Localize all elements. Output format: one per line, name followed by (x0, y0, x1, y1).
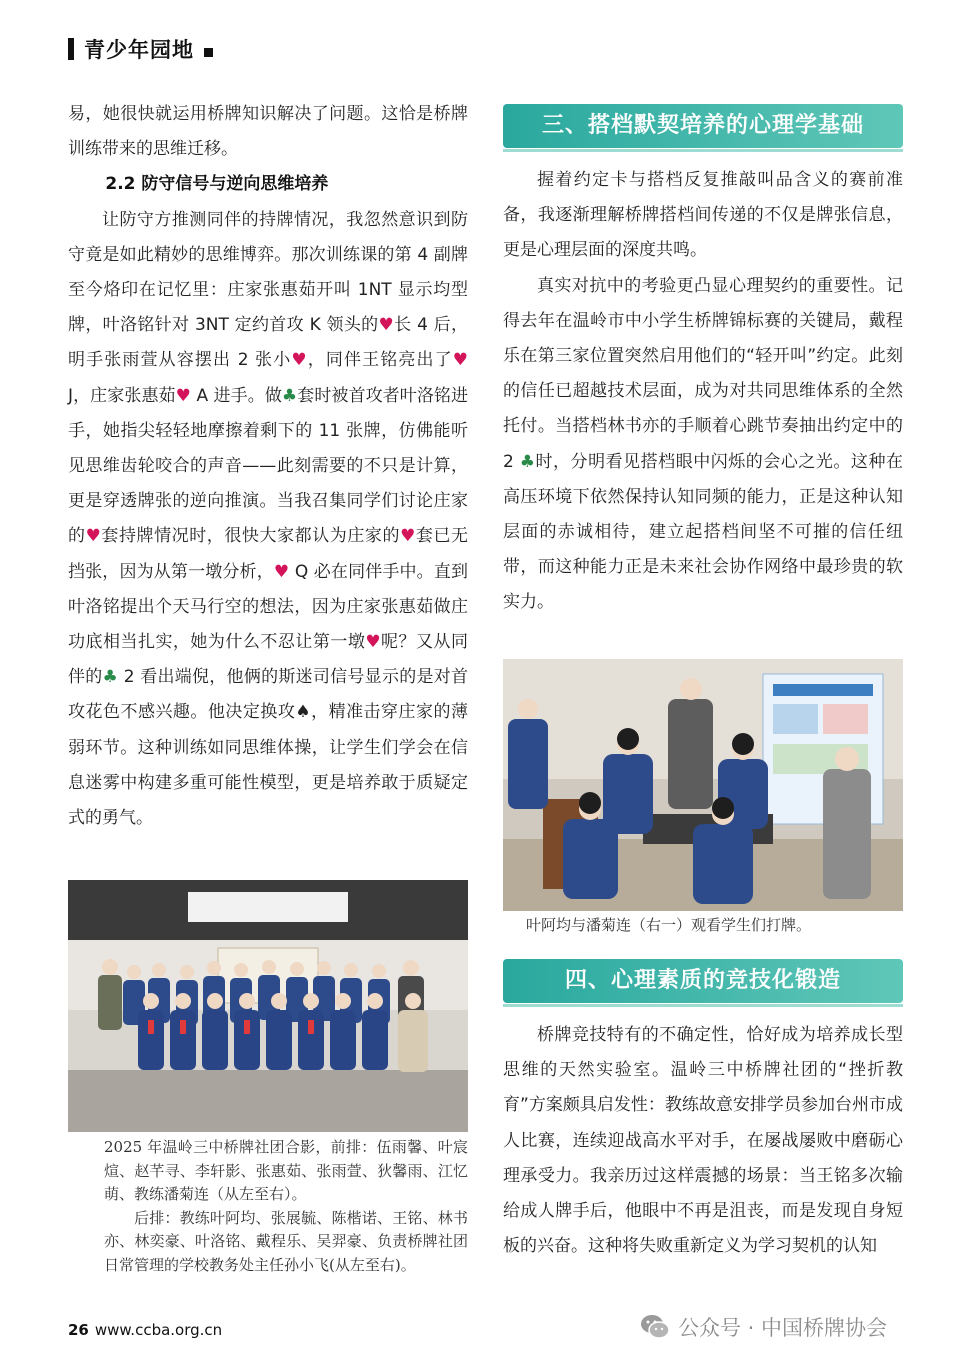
coaches-photo-caption: 叶阿均与潘菊连（右一）观看学生们打牌。 (526, 916, 812, 934)
section-3-text (503, 163, 903, 621)
text-run: 套时被首攻者叶洛铭进手，她指尖轻轻地摩擦着剩下的 11 张牌，仿佛能听见思维齿轮咬合的声音——此刻需要的不只是计算，更是穿透牌张的逆向推演。当我召集同学们讨论庄家的 (68, 385, 469, 547)
heart-suit-symbol: ♥ (365, 632, 382, 653)
text-run: ，精准击穿庄家的薄弱环节。这种训练如同思维体操，让学生们学会在信息迷雾中构建多重可能性模型，更是培养敢于质疑定式的勇气。 (68, 702, 469, 829)
column-title: 青少年园地 (84, 38, 194, 62)
paragraph-trust-part1: 真实对抗中的考验更凸显心理契约的重要性。记得去年在温岭市中小学生桥牌锦标赛的关键局，戴程乐在第三家位置突然启用他们的“轻开叫”约定。此刻的信任已超越技术层面，成为对共同思维体系的全然托付。当搭档林书亦的手顺着心跳节奏抽出约定中的 2 (503, 275, 903, 472)
heart-suit-symbol: ♥ (273, 561, 290, 582)
watermark-text: 公众号 · 中国桥牌协会 (678, 1316, 888, 1340)
heart-suit-symbol: ♥ (452, 350, 468, 371)
club-suit-symbol: ♣ (102, 667, 119, 688)
text-run: 2 看出端倪，他俩的斯迷司信号显示的是对首攻花色不感兴趣。他决定换攻 (68, 667, 469, 723)
page-number: 26 (68, 1321, 89, 1339)
paragraph-competition: 桥牌竞技特有的不确定性，恰好成为培养成长型思维的天然实验室。温岭三中桥牌社团的“挫折教育”方案颇具启发性：教练故意安排学员参加台州市成人比赛，连续迎战高水平对手，在屡战屡败中磨砺心理承受力。我亲历过这样震撼的场景：当王铭多次输给成人牌手后，他眼中不再是沮丧，而是发现自身短板的兴奋。这种将失败重新定义为学习契机的认知 (503, 1025, 903, 1257)
heart-suit-symbol: ♥ (378, 315, 395, 336)
website-url: www.ccba.org.cn (94, 1321, 223, 1339)
wechat-icon (640, 1314, 670, 1340)
heart-suit-symbol: ♥ (291, 350, 308, 371)
coaches-watching-photo (503, 659, 903, 911)
header-square-mark (204, 48, 213, 57)
text-run: Q 必在同伴手中。直到叶洛铭提出个天马行空的想法，因为庄家张惠茹做庄功底相当扎实，她为什么不忍让第一墩 (68, 561, 468, 653)
paragraph-intro: 易，她很快就运用桥牌知识解决了问题。这恰是桥牌训练带来的思维迁移。 (68, 104, 468, 160)
left-column (68, 97, 468, 836)
text-run: ，同伴王铭亮出了 (307, 350, 453, 371)
paragraph-defense (68, 203, 468, 837)
group-photo (68, 880, 468, 1132)
text-run: 套持牌情况时，很快大家都认为庄家的 (101, 526, 401, 547)
caption-back-row: 后排：教练叶阿均、张展毓、陈楷诺、王铭、林书亦、林奕豪、叶洛铭、戴程乐、吴羿豪、负责桥牌社团日常管理的学校教务处主任孙小飞(从左至右)。 (104, 1208, 468, 1274)
section-heading-4: 四、心理素质的竞技化锻造 (503, 959, 903, 1003)
section-4-text (503, 1018, 903, 1264)
club-suit-symbol: ♣ (281, 385, 298, 406)
text-run: 长 4 后，明手张雨萱从容摆出 2 张小 (68, 315, 469, 371)
text-run: 让防守方推测同伴的持牌情况，我忽然意识到防守竟是如此精妙的思维博弈。那次训练课的第 4 副牌至今烙印在记忆里：庄家张惠茹开叫 1NT 显示均型牌，叶洛铭针对 3NT 定约首攻 K 领头的 (68, 209, 468, 336)
text-run: A 进手。做 (190, 385, 282, 406)
text-run: J，庄家张惠茹 (68, 385, 176, 406)
club-suit-symbol: ♣ (519, 451, 536, 472)
caption-front-row: 2025 年温岭三中桥牌社团合影，前排：伍雨馨、叶宸煊、赵芊寻、李轩影、张惠茹、张雨萱、狄馨雨、江忆萌、教练潘菊连（从左至右）。 (104, 1138, 468, 1203)
paragraph-trust-part2: 时，分明看见搭档眼中闪烁的会心之光。这种在高压环境下依然保持认知同频的能力，正是这种认知层面的赤诚相待，建立起搭档间坚不可摧的信任纽带，而这种能力正是未来社会协作网络中最珍贵的软实力。 (503, 451, 903, 613)
wechat-watermark (640, 1312, 887, 1342)
paragraph-trust (503, 269, 903, 621)
text-run: 套已无挡张，因为从第一墩分析， (68, 526, 469, 582)
paragraph-partnership-prep: 握着约定卡与搭档反复推敲叫品含义的赛前准备，我逐渐理解桥牌搭档间传递的不仅是牌张信息，更是心理层面的深度共鸣。 (503, 170, 903, 261)
page-footer (68, 1321, 222, 1339)
heart-suit-symbol: ♥ (85, 526, 102, 547)
heart-suit-symbol: ♥ (175, 385, 191, 406)
group-photo-caption (104, 1136, 468, 1277)
text-run: 呢？又从同伴的 (68, 632, 469, 688)
header-bar-mark (68, 38, 74, 60)
section-heading-2-2: 2.2 防守信号与逆向思维培养 (105, 174, 329, 195)
section-heading-3: 三、搭档默契培养的心理学基础 (503, 104, 903, 148)
spade-suit-symbol: ♠ (295, 702, 312, 723)
heart-suit-symbol: ♥ (400, 526, 416, 547)
